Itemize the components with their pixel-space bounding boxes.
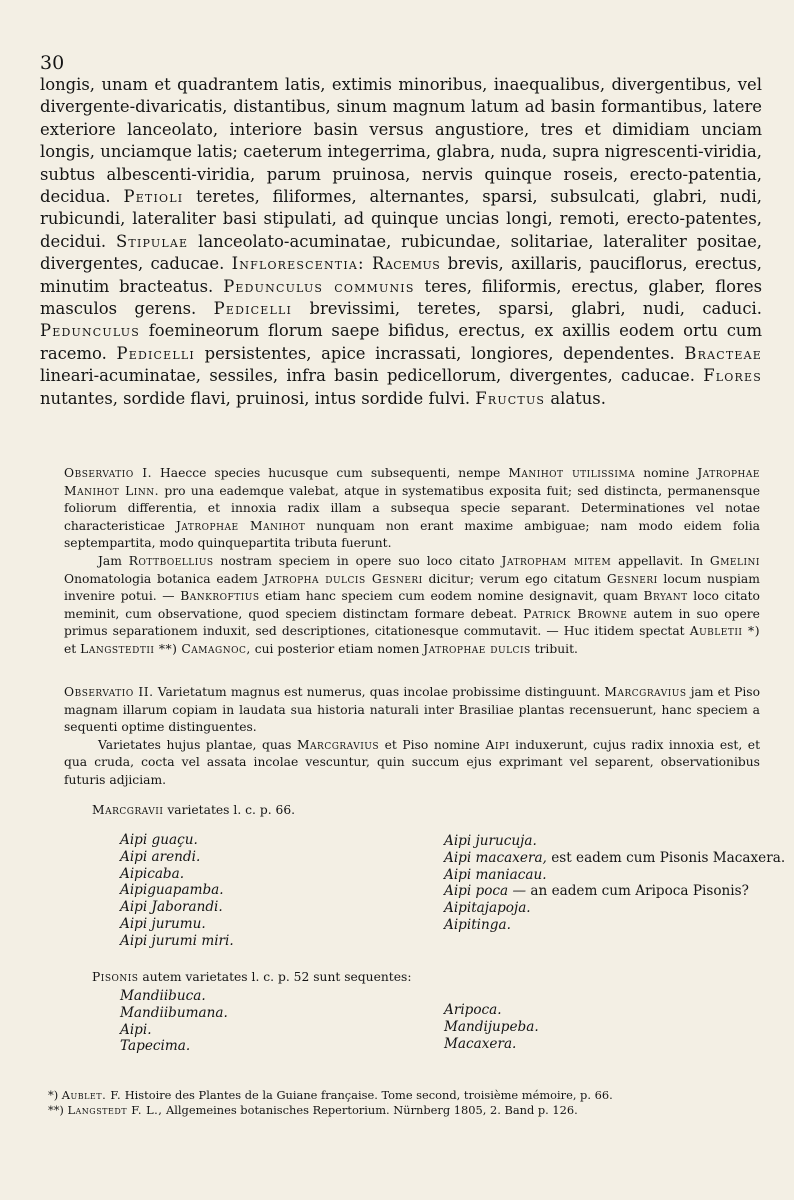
term-pedicelli: Pedicelli (213, 299, 293, 319)
list-item: Aipi jurumu. (120, 915, 206, 932)
observation-label: Observatio II. (64, 685, 154, 699)
main-description: longis, unam et quadrantem latis, extimis minoribus, inaequalibus, divergentibus, vel divergente-divaricatis, distantibus, sinum magnum latum ad basin formantibus, latere exteriore lanceolato, interiore basin versus angustiore, tres et dimidiam unciam longis, unciamque latis; caeterum integerrima, glabra, nuda, supra nigrescenti-viridia, subtus albescenti-viridia, parum pruinosa, nervis quinque roseis, erecto-patentia, decidua. Petioli teretes, filiformes, alternantes, sparsi, subsulcati, glabri, nudi, rubicundi, lateraliter basi stipulati, ad quinque uncias longi, remoti, erecto-patentes, decidui. Stipulae lanceolato-acuminatae, rubicundae, solitariae, lateraliter positae, divergentes, caducae. Inflorescentia: Racemus brevis, axillaris, pauciflorus, erectus, minutim bracteatus. Pedunculus communis teres, filiformis, erectus, glaber, flores masculos gerens. Pedicelli brevissimi, teretes, sparsi, glabri, nudi, caduci. Pedunculus foemineorum florum saepe bifidus, erectus, ex axillis eodem ortu cum racemo. Pedicelli persistentes, apice incrassati, longiores, dependentes. Bracteae lineari-acuminatae, sessiles, infra basin pedicellorum, divergentes, caducae. Flores nutantes, sordide flavi, pruinosi, intus sordide fulvi. Fructus alatus. (40, 75, 763, 408)
observation-1 (64, 465, 760, 659)
list-item: Aipi macaxera, est eadem cum Pisonis Macaxera. (444, 849, 786, 866)
list-item: Mandijupeba. (444, 1018, 539, 1035)
observation-label: Observatio I. (64, 466, 152, 480)
list-item: Aipi arendi. (120, 848, 201, 865)
list-item: Aipi guaçu. (120, 832, 198, 848)
term-fructus: Fructus (475, 388, 546, 408)
term-stipulae: Stipulae (115, 231, 189, 251)
term-flores: Flores (703, 366, 762, 386)
list-item: Aipi jurumi miri. (120, 932, 234, 949)
marcgravius-varieties-heading: Marcgravii varietates l. c. p. 66. (92, 803, 296, 817)
term-pedunculus-communis: Pedunculus communis (223, 276, 415, 296)
list-item: Aripoca. (444, 1002, 502, 1018)
list-item: Tapecima. (120, 1038, 191, 1055)
list-item: Aipitajapoja. (444, 900, 531, 917)
piso-varieties-right (444, 1002, 539, 1052)
list-item: Aipi poca — an eadem cum Aripoca Pisonis? (444, 883, 749, 900)
list-item: Aipi. (120, 1021, 152, 1038)
list-item: Aipi maniacau. (444, 866, 547, 883)
observation-2-paragraph-2: Varietates hujus plantae, quas Marcgravius et Piso nomine Aipi induxerunt, cujus radix innoxia est, et qua cruda, cocta vel assata incolae vescuntur, quin succum ejus exprimant vel separent, observationibus futuris adjiciam. (64, 737, 761, 787)
marcgravius-varieties-right (444, 833, 785, 934)
piso-varieties-left (120, 988, 228, 1055)
term-pedicelli: Pedicelli (116, 343, 195, 363)
term-petioli: Petioli (123, 187, 184, 207)
footnotes (48, 1088, 613, 1118)
term-bracteae: Bracteae (684, 343, 763, 363)
observation-2 (64, 684, 760, 790)
term-pedunculus: Pedunculus (40, 321, 140, 341)
list-item: Aipi jurucuja. (444, 833, 537, 849)
observation-1-paragraph-2: Jam Rottboellius nostram speciem in opere suo loco citato Jatropham mitem appellavit. In Gmelini Onomatologia botanica eadem Jatropha dulcis Gesneri dicitur; verum ego citatum Gesneri locum nuspiam invenire potui. — Bankroftius etiam hanc speciem cum eodem nomine designavit, quam Bryant loco citato meminit, cum observatione, quod speciem distinctam formare debeat. Patrick Browne autem in suo opere primus separationem induxit, sed descriptiones, citationesque commutavit. — Huc itidem spectat Aubletii *) et Langstedtii **) Camagnoc, cui posterior etiam nomen Jatrophae dulcis tribuit. (64, 553, 760, 656)
observation-1-paragraph-1: Observatio I. Haecce species hucusque cum subsequenti, nempe Manihot utilissima nomine Jatrophae Manihot Linn. pro una eademque valebat, atque in systematibus exposita fuit; sed distincta, permanensque foliorum differentia, et innoxia radix illam a subsequa specie separant. Determinationes vel notae characteristicae Jatrophae Manihot nunquam non erant maxime ambiguae; nam modo eidem folia septempartita, modo quinquepartita tributa fuerunt. (64, 466, 760, 551)
marcgravius-varieties-left (120, 832, 234, 950)
term-inflorescentia: Inflorescentia: (231, 254, 365, 274)
page-number: 30 (40, 52, 65, 74)
list-item: Macaxera. (444, 1035, 517, 1052)
piso-varieties-heading: Pisonis autem varietates l. c. p. 52 sunt sequentes: (92, 970, 412, 984)
list-item: Aipiguapamba. (120, 882, 224, 899)
term-racemus: Racemus (372, 254, 441, 274)
list-item: Aipi Jaborandi. (120, 899, 223, 916)
footnote-2: **) Langstedt F. L., Allgemeines botanisches Repertorium. Nürnberg 1805, 2. Band p. 126. (48, 1103, 578, 1117)
list-item: Aipitinga. (444, 916, 511, 933)
list-item: Aipicaba. (120, 865, 185, 882)
observation-2-paragraph-1: Observatio II. Varietatum magnus est numerus, quas incolae probissime distinguunt. Marcgravius jam et Piso magnam illarum copiam in laudata sua historia naturali inter Brasiliae plantas recensuerunt, hanc speciem a sequenti optime distinguentes. (64, 685, 760, 735)
list-item: Mandiibumana. (120, 1004, 228, 1021)
footnote-1: *) Aublet. F. Histoire des Plantes de la Guiane française. Tome second, troisième mémoire, p. 66. (48, 1088, 613, 1102)
list-item: Mandiibuca. (120, 988, 206, 1004)
